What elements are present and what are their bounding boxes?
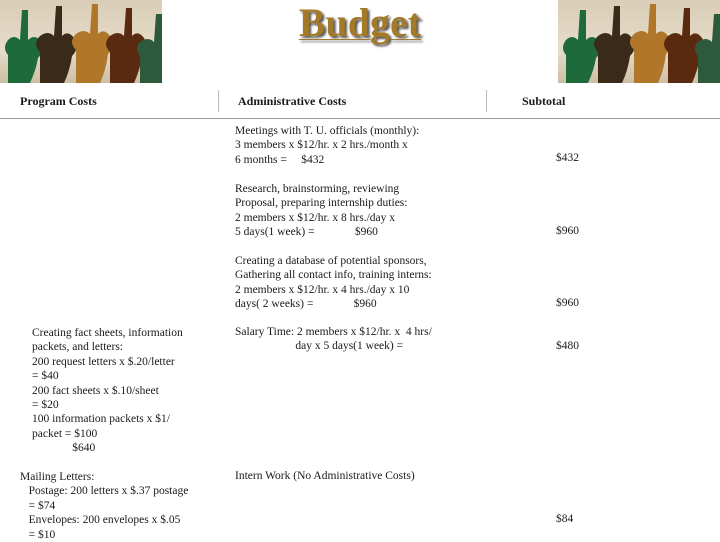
- admin-item-meetings: Meetings with T. U. officials (monthly): 3 members x $12/hr. x 2 hrs./month x 6 months = $432: [235, 125, 420, 166]
- slide-title: Budget: [298, 0, 422, 45]
- subtotal-database: $960: [556, 297, 579, 309]
- column-divider: [218, 90, 219, 112]
- subtotal-research: $960: [556, 225, 579, 237]
- admin-item-database: Creating a database of potential sponsors, Gathering all contact info, training interns: 2 members x $12/hr. x 4 hrs./day x 10 days( 2 weeks) = $960: [235, 255, 432, 311]
- program-item-mailing: Mailing Letters: Postage: 200 letters x $.37 postage = $74 Envelopes: 200 envelopes x $.05 = $10: [20, 471, 189, 541]
- column-divider: [486, 90, 487, 112]
- subtotal-salary: $480: [556, 340, 579, 352]
- subtotal-meetings: $432: [556, 152, 579, 164]
- program-costs-header: Program Costs: [20, 94, 97, 108]
- admin-item-intern: Intern Work (No Administrative Costs): [235, 470, 415, 482]
- administrative-costs-header: Administrative Costs: [238, 94, 347, 108]
- program-item-fact-sheets: Creating fact sheets, information packets, and letters: 200 request letters x $.20/letter = $40 200 fact sheets x $.10/sheet = $20 100 information packets x $1/ packet = $100 $640: [32, 327, 183, 455]
- subtotal-header: Subtotal: [522, 94, 566, 108]
- subtotal-mailing: $84: [556, 513, 574, 525]
- admin-item-salary: Salary Time: 2 members x $12/hr. x 4 hrs/ day x 5 days(1 week) =: [235, 326, 432, 353]
- admin-item-research: Research, brainstorming, reviewing Proposal, preparing internship duties: 2 members x $12/hr. x 8 hrs./day x 5 days(1 week) = $960: [235, 183, 408, 239]
- header-rule: [0, 118, 720, 119]
